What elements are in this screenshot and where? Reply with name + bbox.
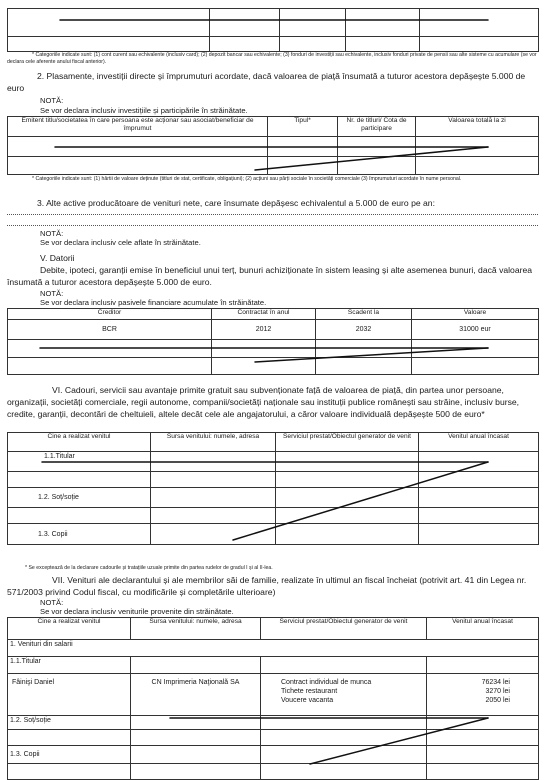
investments-heading: 2. Plasamente, investiții directe și împrumuturi acordate, dacă valoarea de piață însumată a tuturor acestora depășește 5.000 de euro — [7, 71, 526, 93]
debt-value: 31000 eur — [412, 320, 539, 340]
debts-note: Se vor declara inclusiv pasivele financiare acumulate în străinătate. — [40, 298, 267, 307]
investments-note: Se vor declara inclusiv investițiile și participările în străinătate. — [40, 106, 248, 115]
income-note: Se vor declara inclusiv veniturile provenite din străinătate. — [40, 607, 234, 616]
col-serviciul: Serviciul prestat/Obiectul generator de venit — [276, 433, 419, 452]
col-valoare: Valoare — [412, 309, 539, 320]
col-valoarea: Valoarea totală la zi — [416, 117, 539, 137]
income-service: Tichete restaurant — [281, 688, 338, 695]
investments-table — [7, 116, 539, 175]
gifts-row-copii: 1.3. Copii — [8, 524, 151, 545]
col-creditor: Creditor — [8, 309, 212, 320]
col-contractat: Contractat în anul — [212, 309, 316, 320]
col-sursa: Sursa venitului: numele, adresa — [131, 618, 261, 640]
income-row-titular: 1.1.Titular — [8, 657, 131, 674]
gifts-heading: VI. Cadouri, servicii sau avantaje primite gratuit sau subvenționate față de valoarea de piață, din partea unor persoane, organizații, societăți comerciale, regii autonome, companii/societăți naționale sau instituții publice românești sau străine, inclusiv burse, credite, garanții, decontări de cheltuieli, altele decât cele ale angajatorului, a căror valoare individuală depășește 500 de euro* — [7, 385, 520, 419]
income-row-copii: 1.3. Copii — [8, 746, 131, 764]
col-cine: Cine a realizat venitul — [8, 618, 131, 640]
income-section-salaries: 1. Venituri din salarii — [8, 640, 539, 657]
debt-due: 2032 — [316, 320, 412, 340]
income-amount: 2050 lei — [485, 697, 510, 704]
debts-heading: V. Datorii — [40, 253, 75, 263]
income-amounts — [427, 674, 539, 716]
investments-nota: NOTĂ: — [40, 96, 64, 105]
debt-creditor: BCR — [8, 320, 212, 340]
investments-footnote: * Categoriile indicate sunt: (1) hârtii de valoare deținute (titluri de stat, certificate, obligațiuni); (2) acțiuni sau părți sociale în societăți comerciale (3) împrumuturi acordate în nume personal. — [32, 176, 462, 182]
col-nr-titluri: Nr. de titluri/ Cota de participare — [338, 117, 416, 137]
income-table — [7, 617, 539, 780]
income-heading: VII. Venituri ale declarantului și ale membrilor săi de familie, realizate în ultimul an fiscal încheiat (potrivit art. 41 din Legea nr. 571/2003 privind Codul fiscal, cu modificările și completările ulterioare) — [7, 575, 527, 597]
debts-nota: NOTĂ: — [40, 289, 64, 298]
col-emitent: Emitent titlu/societatea în care persoana este acționar sau asociat/beneficiar de împrumut — [8, 117, 268, 137]
deposits-table-tail — [7, 8, 539, 52]
income-amount: 3270 lei — [485, 688, 510, 695]
col-tipul: Tipul* — [268, 117, 338, 137]
col-venitul: Venitul anual încasat — [427, 618, 539, 640]
gifts-row-sot: 1.2. Soț/soție — [8, 488, 151, 508]
other-assets-nota: NOTĂ: — [40, 229, 64, 238]
gifts-footnote: * Se exceptează de la declarare cadourile și tratațiile uzuale primite din partea rudelor de gradul I și al II-lea. — [25, 565, 273, 571]
col-scadent: Scadent la — [316, 309, 412, 320]
dotted-line — [7, 225, 538, 226]
dotted-line — [7, 214, 538, 215]
gifts-row-titular: 1.1.Titular — [8, 452, 151, 472]
col-sursa: Sursa venitului: numele, adresa — [151, 433, 276, 452]
col-serviciul: Serviciul prestat/Obiectul generator de venit — [261, 618, 427, 640]
other-assets-note: Se vor declara inclusiv cele aflate în străinătate. — [40, 238, 201, 247]
other-assets-heading: 3. Alte active producătoare de venituri nete, care însumate depășesc echivalentul a 5.000 de euro pe an: — [37, 198, 435, 208]
income-amount: 76234 lei — [481, 679, 510, 686]
income-source: CN Imprimeria Naţională SA — [131, 674, 261, 716]
deposits-footnote: * Categoriile indicate sunt: (1) cont curent sau echivalente (inclusiv card); (2) depozit bancar sau echivalente; (3) fonduri de investiții sau echivalente, inclusiv fonduri private de pensii sau alte sisteme cu acumulare (se vor declara cele aferente anului fiscal anterior). — [7, 52, 537, 65]
income-nota: NOTĂ: — [40, 598, 64, 607]
income-service: Voucere vacanta — [281, 697, 334, 704]
col-venitul: Venitul anual încasat — [419, 433, 539, 452]
income-services — [261, 674, 427, 716]
income-service: Contract individual de munca — [281, 679, 372, 686]
col-cine: Cine a realizat venitul — [8, 433, 151, 452]
debt-year: 2012 — [212, 320, 316, 340]
debts-description: Debite, ipoteci, garanții emise în beneficiul unui terț, bunuri achiziționate în sistem leasing și alte asemenea bunuri, dacă valoarea însumată a tuturor acestora depășește 5.000 de euro. — [7, 265, 533, 287]
income-person: Fâinişi Daniel — [8, 674, 131, 716]
debts-table — [7, 308, 539, 375]
income-row-sot: 1.2. Soț/soție — [8, 716, 131, 730]
gifts-table — [7, 432, 539, 545]
